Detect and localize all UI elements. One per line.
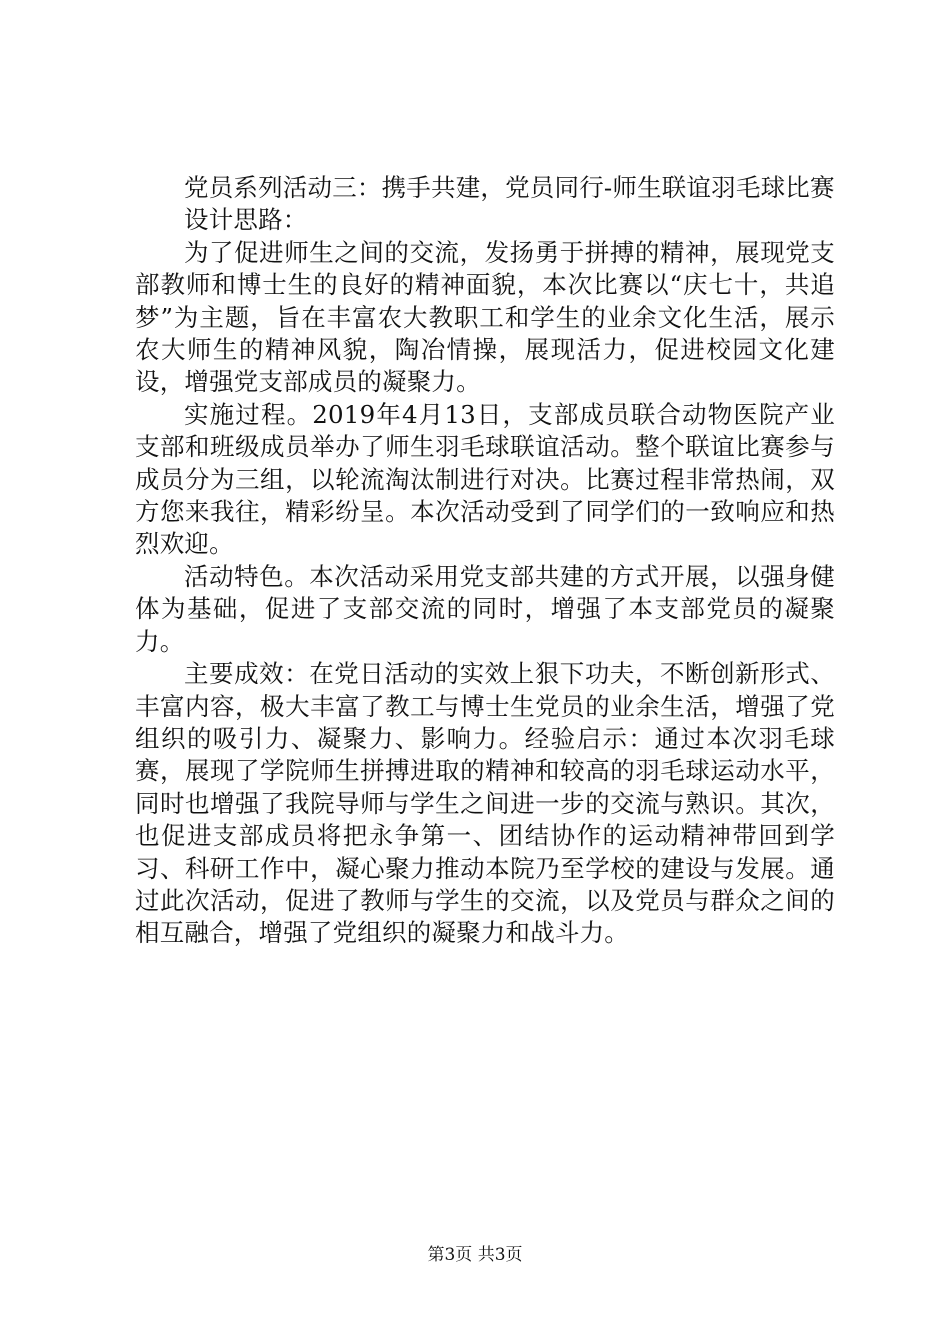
document-body	[135, 172, 835, 950]
design-idea-paragraph: 为了促进师生之间的交流，发扬勇于拼搏的精神，展现党支部教师和博士生的良好的精神面貌，本次比赛以“庆七十，共追梦”为主题，旨在丰富农大教职工和学生的业余文化生活，展示农大师生的精神风貌，陶冶情操，展现活力，促进校园文化建设，增强党支部成员的凝聚力。	[135, 237, 835, 397]
features-paragraph: 活动特色。本次活动采用党支部共建的方式开展，以强身健体为基础，促进了支部交流的同时，增强了本支部党员的凝聚力。	[135, 561, 835, 656]
implementation-paragraph: 实施过程。2019年4月13日，支部成员联合动物医院产业支部和班级成员举办了师生羽毛球联谊活动。整个联谊比赛参与成员分为三组，以轮流淘汰制进行对决。比赛过程非常热闹，双方您来我往，精彩纷呈。本次活动受到了同学们的一致响应和热烈欢迎。	[135, 399, 835, 559]
results-paragraph: 主要成效：在党日活动的实效上狠下功夫，不断创新形式、丰富内容，极大丰富了教工与博士生党员的业余生活，增强了党组织的吸引力、凝聚力、影响力。经验启示：通过本次羽毛球赛，展现了学院师生拼搏进取的精神和较高的羽毛球运动水平，同时也增强了我院导师与学生之间进一步的交流与熟识。其次，也促进支部成员将把永争第一、团结协作的运动精神带回到学习、科研工作中，凝心聚力推动本院乃至学校的建设与发展。通过此次活动，促进了教师与学生的交流，以及党员与群众之间的相互融合，增强了党组织的凝聚力和战斗力。	[135, 659, 835, 948]
section-title-paragraph: 党员系列活动三：携手共建，党员同行-师生联谊羽毛球比赛	[184, 173, 835, 202]
design-idea-heading: 设计思路：	[184, 205, 308, 235]
page-number-footer: 第3页 共3页	[427, 1245, 523, 1265]
